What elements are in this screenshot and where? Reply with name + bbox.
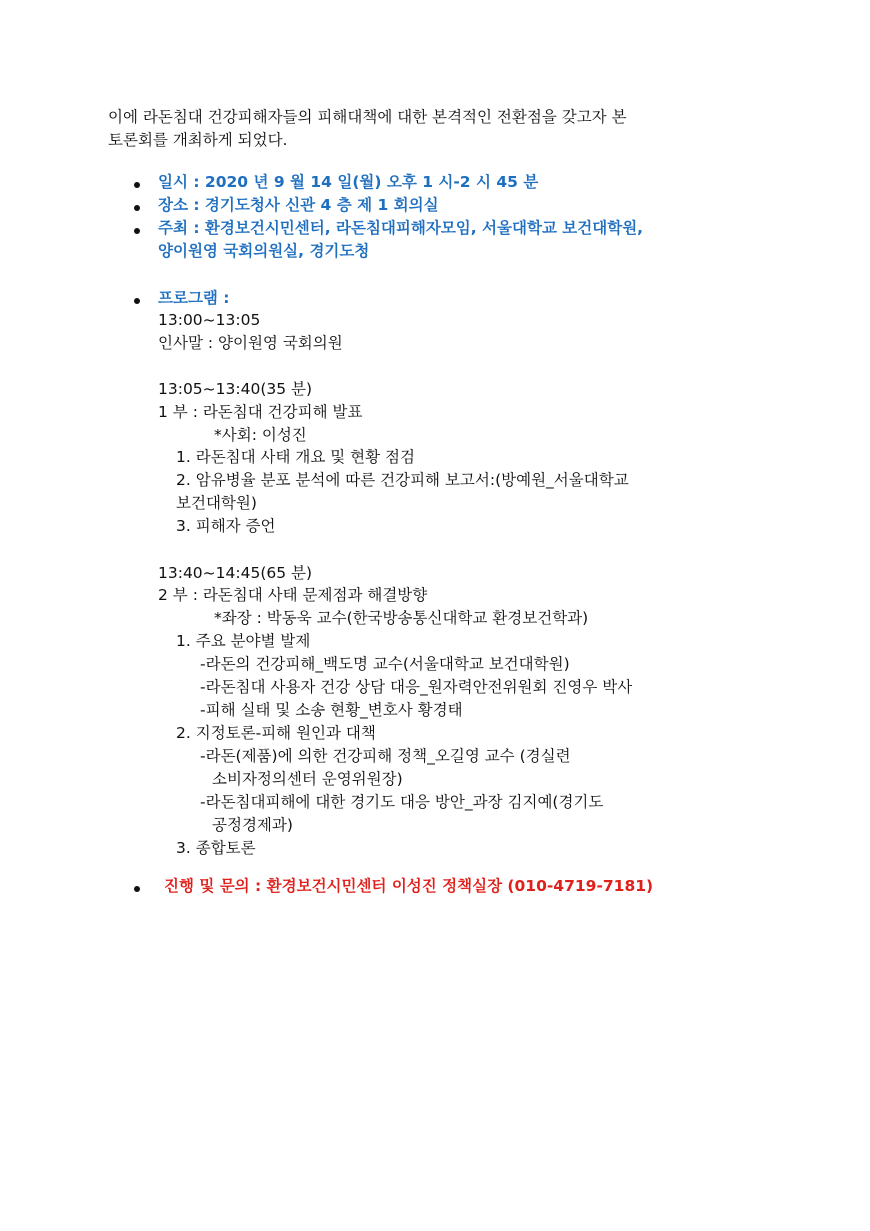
session-2-time: 13:40~14:45(65 분) <box>158 564 313 582</box>
session-2-item-2a: -라돈(제품)에 의한 건강피해 정책_오길영 교수 (경실련 <box>200 747 571 765</box>
session-1-time: 13:05~13:40(35 분) <box>158 380 313 398</box>
session-2-item-1b: -라돈침대 사용자 건강 상담 대응_원자력안전위원회 진영우 박사 <box>200 678 633 696</box>
session-1-item-1: 1. 라돈침대 사태 개요 및 현황 점검 <box>176 448 416 466</box>
session-0-time: 13:00~13:05 <box>158 311 261 329</box>
bullet-icon <box>134 886 140 892</box>
session-2-chair: *좌장 : 박동욱 교수(한국방송통신대학교 환경보건학과) <box>214 609 589 627</box>
session-2-item-1c: -피해 실태 및 소송 현황_변호사 황경태 <box>200 701 463 719</box>
program-heading: 프로그램 : <box>158 289 230 307</box>
intro-line-2: 토론회를 개최하게 되었다. <box>108 131 288 149</box>
session-2-item-3: 3. 종합토론 <box>176 839 256 857</box>
session-0-title: 인사말 : 양이원영 국회의원 <box>158 334 343 352</box>
session-1-item-2-cont: 보건대학원) <box>176 494 257 512</box>
event-host-line-2: 양이원영 국회의원실, 경기도청 <box>158 242 370 260</box>
session-2-title: 2 부 : 라돈침대 사태 문제점과 해결방향 <box>158 586 428 604</box>
session-2-item-1: 1. 주요 분야별 발제 <box>176 632 311 650</box>
session-2-item-2b: -라돈침대피해에 대한 경기도 대응 방안_과장 김지예(경기도 <box>200 793 604 811</box>
bullet-icon <box>134 298 140 304</box>
intro-line-1: 이에 라돈침대 건강피해자들의 피해대책에 대한 본격적인 전환점을 갖고자 본 <box>108 108 627 126</box>
session-1-item-3: 3. 피해자 증언 <box>176 517 276 535</box>
contact-line: 진행 및 문의 : 환경보건시민센터 이성진 정책실장 (010-4719-7181) <box>164 877 654 895</box>
bullet-icon <box>134 182 140 188</box>
bullet-icon <box>134 228 140 234</box>
event-date: 일시 : 2020 년 9 월 14 일(월) 오후 1 시-2 시 45 분 <box>158 173 539 191</box>
session-2-item-2b-cont: 공정경제과) <box>212 816 293 834</box>
session-1-item-2: 2. 암유병율 분포 분석에 따른 건강피해 보고서:(방예원_서울대학교 <box>176 471 629 489</box>
session-1-title: 1 부 : 라돈침대 건강피해 발표 <box>158 403 363 421</box>
event-place: 장소 : 경기도청사 신관 4 층 제 1 회의실 <box>158 196 439 214</box>
bullet-icon <box>134 205 140 211</box>
session-2-item-2a-cont: 소비자정의센터 운영위원장) <box>212 770 403 788</box>
event-host-line-1: 주최 : 환경보건시민센터, 라돈침대피해자모임, 서울대학교 보건대학원, <box>158 219 644 237</box>
session-2-item-1a: -라돈의 건강피해_백도명 교수(서울대학교 보건대학원) <box>200 655 570 673</box>
session-2-item-2: 2. 지정토론-피해 원인과 대책 <box>176 724 376 742</box>
session-1-chair: *사회: 이성진 <box>214 426 307 444</box>
